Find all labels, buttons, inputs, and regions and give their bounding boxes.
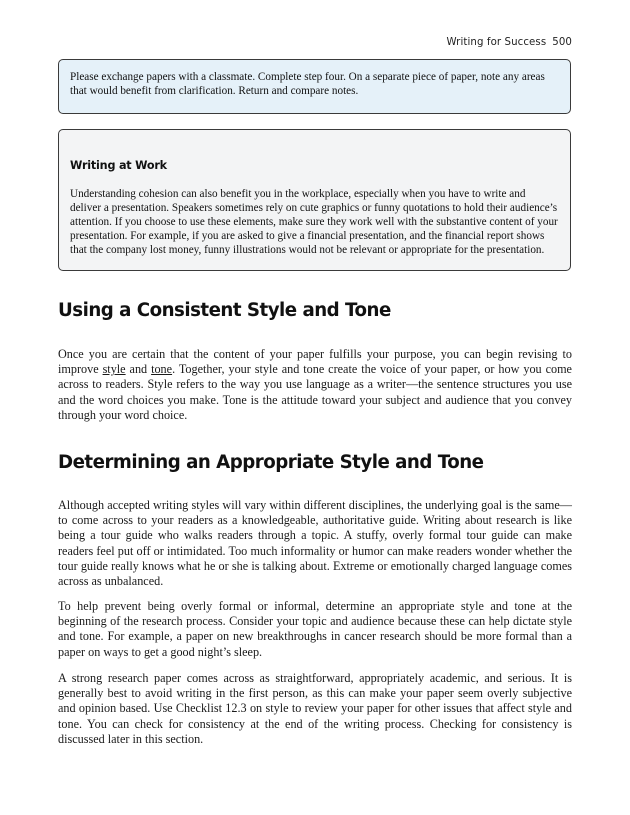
paragraph-prevent-formal: To help prevent being overly formal or informal, determine an appropriate style and tone at the beginning of the research process. Consider your topic and audience because these can help dictate style and tone. For example, a paper on new breakthroughs in cancer research should be more formal than a paper on ways to get a good night’s sleep. xyxy=(58,599,572,659)
writing-at-work-box xyxy=(58,129,571,271)
page-number: 500 xyxy=(552,37,572,48)
exercise-text: Please exchange papers with a classmate. Complete step four. On a separate piece of paper, note any areas that would benefit from clarification. Return and compare notes. xyxy=(70,71,545,97)
writing-at-work-heading: Writing at Work xyxy=(70,159,167,172)
section-heading-appropriate-style: Determining an Appropriate Style and Tone xyxy=(58,452,484,473)
paragraph-strong-research: A strong research paper comes across as straightforward, appropriately academic, and serious. It is generally best to avoid writing in the first person, as this can make your paper seem overly subjective and opinion based. Use Checklist 12.3 on style to review your paper for other issues that affect style and tone. You can check for consistency at the end of the writing process. Checking for consistency is discussed later in this section. xyxy=(58,671,572,746)
section-heading-consistent-style: Using a Consistent Style and Tone xyxy=(58,300,391,321)
paragraph-text-start: Once you are certain that the content of your paper fulfills your purpose, you can begin revising to improve xyxy=(58,347,572,377)
writing-at-work-text: Understanding cohesion can also benefit you in the workplace, especially when you have to write and deliver a presentation. Speakers sometimes rely on cute graphics or funny quotations to hold their audience’s attention. If you choose to use these elements, make sure they work well with the substantive content of your presentation. For example, if you are asked to give a financial presentation, and the financial report shows that the company lost money, funny illustrations would not be relevant or appropriate for the presentation. xyxy=(70,188,558,256)
paragraph-writing-styles: Although accepted writing styles will vary within different disciplines, the underlying goal is the same—to come across to your readers as a knowledgeable, authoritative guide. Writing about research is like being a tour guide who walks readers through a topic. A stuffy, overly formal tour guide can make readers feel put off or intimidated. Too much informality or humor can make readers wonder whether the tour guide really knows what he or she is talking about. Extreme or emotionally charged language comes across as unbalanced. xyxy=(58,498,572,589)
term-tone-link[interactable]: tone xyxy=(151,362,173,377)
exercise-box xyxy=(58,59,571,114)
paragraph-text-and: and xyxy=(125,362,152,377)
paragraph-consistent-style xyxy=(58,347,572,423)
paragraph-text-end: . Together, your style and tone create the voice of your paper, or how you come across to readers. Style refers to the way you use language as a writer—the sentence structures you use and the word choices you make. Tone is the attitude toward your subject and audience that you convey through your word choice. xyxy=(58,362,572,422)
running-head-title: Writing for Success xyxy=(446,37,547,48)
term-style-link[interactable]: style xyxy=(102,362,126,377)
running-head xyxy=(446,37,572,48)
